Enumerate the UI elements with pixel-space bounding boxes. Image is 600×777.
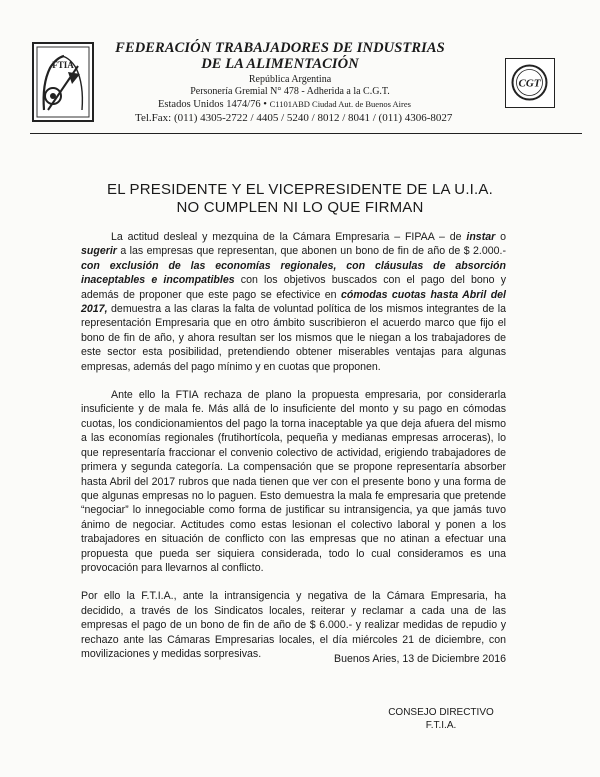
organization-name <box>110 40 450 72</box>
p1-text-2: o <box>495 231 506 243</box>
letter-body <box>81 230 506 675</box>
letterhead <box>0 0 600 150</box>
letter-date: Buenos Aries, 13 de Diciembre 2016 <box>334 653 506 665</box>
headline-line-1: EL PRESIDENTE Y EL VICEPRESIDENTE DE LA U.I.A. <box>107 181 493 198</box>
p1-text-4: con los objetivos buscados con el pago del bono y además de proponer que este pago se efectivice en <box>81 274 506 301</box>
signer-line-2: F.T.I.A. <box>425 720 457 731</box>
paragraph-1 <box>81 230 506 374</box>
cgt-logo-letters: CGT <box>518 77 541 90</box>
headline-line-2: NO CUMPLEN NI LO QUE FIRMAN <box>176 199 424 216</box>
p1-emphasis-exclusion: con exclusión de las economías regionales, con cláusulas de absorción inaceptables e incompatibles <box>81 259 506 287</box>
telephone-line: Tel.Fax: (011) 4305-2722 / 4405 / 5240 / 8012 / 8041 / (011) 4306-8027 <box>135 112 453 124</box>
paragraph-2: Ante ello la FTIA rechaza de plano la propuesta empresaria, por considerarla insuficiente y de mala fe. Más allá de lo insuficiente del monto y su pago en cómodas cuotas, los condicionamientos del pago la torna inaceptable ya que deja afuera del mismo a las economías regionales (frutihortícola, pequeña y medianas empresas arroceras), lo que representaría fraccionar el convenio colectivo de actividad, erigiendo trabajadores de primera y segunda categoría. La compensación que se propone representaría absorber hasta Abril del 2017 rubros que nada tienen que ver con el presente bono y una forma de que algunas empresas no lo paguen. Esto demuestra la mala fe empresaria que pretende “negociar” lo innegociable como forma de justificar su intransigencia, ya que jamás tuvo ánimo de negociar. Actitudes como estas lesionan el colectivo laboral y ponen a los trabajadores en situación de conflicto con las empresas que no atinan a efectuar una propuesta que pueda ser siquiera considerada, todo lo cual consideramos es una provocación para llevarnos al conflicto. <box>81 389 506 574</box>
cgt-logo <box>505 58 555 108</box>
org-subtitle <box>180 74 400 97</box>
ftia-logo-letters: FTIA <box>52 60 74 70</box>
postal-city: C1101ABD Ciudad Aut. de Buenos Aires <box>269 99 411 109</box>
p1-emphasis-cuotas: cómodas cuotas hasta Abril del 2017, <box>81 288 506 316</box>
org-name-line-1: FEDERACIÓN TRABAJADORES DE INDUSTRIAS <box>115 40 445 56</box>
headline <box>30 181 570 217</box>
paragraph-3: Por ello la F.T.I.A., ante la intransigencia y negativa de la Cámara Empresaria, ha decidido, a través de los Sindicatos locales, reiterar y reclamar a cada una de las empresas el pago de un bono de fin de año de $ 6.000.- y realizar medidas de repudio y rechazo ante las Cámaras Empresarias locales, el día miércoles 21 de diciembre, con movilizaciones y medidas sorpresivas. <box>81 590 506 660</box>
signer-line-1: CONSEJO DIRECTIVO <box>388 707 494 718</box>
address-line <box>158 98 478 111</box>
p1-text-5: demuestra a las claras la falta de voluntad política de los mismos integrantes de la representación Empresaria que en otro ámbito suscribieron el acuerdo marco que fijo el bono de fin de año, y ahora resultan ser los mismos que le niegan a los trabajadores de este sector esta posibilidad, pretendiendo obtener miserables ventajas para algunas empresas, además del pago mínimo y en cuotas que proponen. <box>81 303 506 373</box>
signature-block <box>376 706 506 732</box>
p1-emphasis-sugerir: sugerir <box>81 245 117 258</box>
org-name-line-2: DE LA ALIMENTACIÓN <box>201 56 359 72</box>
header-divider <box>30 133 582 134</box>
personeria-line: Personería Gremial N° 478 - Adherida a la C.G.T. <box>190 85 390 97</box>
p1-text-1: La actitud desleal y mezquina de la Cámara Empresaria – FIPAA – de <box>111 231 467 243</box>
ftia-logo <box>32 42 94 122</box>
p1-emphasis-instar: instar <box>466 231 496 243</box>
street-address: Estados Unidos 1474/76 • <box>158 99 267 110</box>
p1-text-3: a las empresas que representan, que abonen un bono de fin de año de $ 2.000.- <box>116 245 506 258</box>
country-line: República Argentina <box>248 74 332 85</box>
